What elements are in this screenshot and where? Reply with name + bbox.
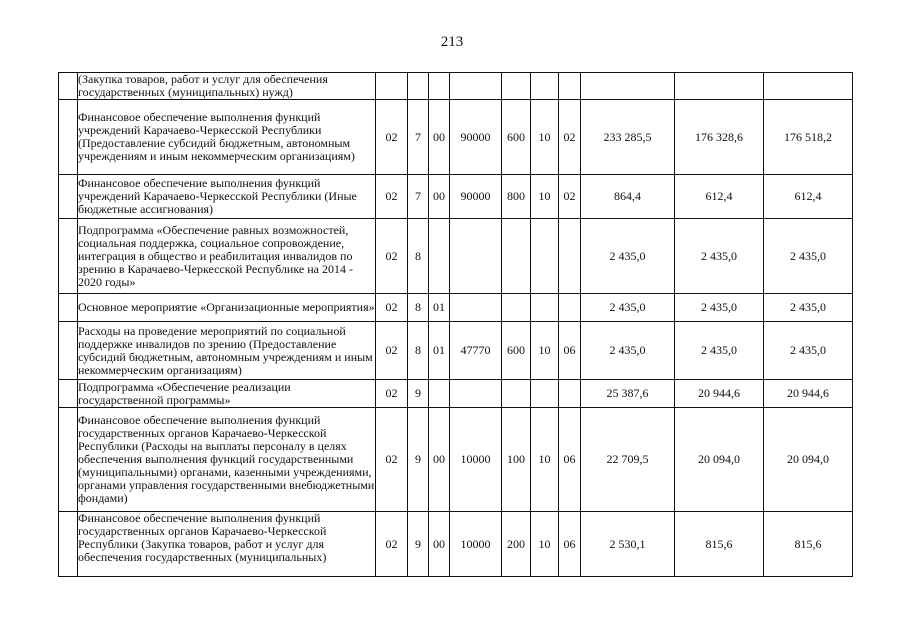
code-cell: 02 (376, 100, 408, 175)
code-cell: 02 (559, 100, 581, 175)
table-row (59, 380, 853, 408)
amount-cell: 2 435,0 (581, 219, 675, 294)
code-cell (450, 294, 502, 322)
code-cell (502, 219, 531, 294)
code-cell: 47770 (450, 322, 502, 380)
amount-cell: 176 328,6 (675, 100, 764, 175)
amount-cell: 815,6 (675, 512, 764, 577)
row-description: Финансовое обеспечение выполнения функций государственных органов Карачаево-Черкесской Республики (Расходы на выплаты персоналу в целях обеспечения выполнения функций государственными (муниципальными) органами, казенными учреждениями, органами управления государственными внебюджетными фондами) (78, 408, 376, 512)
code-cell (559, 73, 581, 100)
page-number: 213 (440, 34, 464, 50)
table-row (59, 73, 853, 100)
code-cell: 10 (531, 100, 559, 175)
code-cell: 9 (408, 408, 429, 512)
code-cell: 90000 (450, 100, 502, 175)
code-cell (502, 380, 531, 408)
blank-cell (59, 408, 78, 512)
code-cell: 8 (408, 294, 429, 322)
code-cell: 01 (429, 294, 450, 322)
code-cell: 06 (559, 408, 581, 512)
code-cell: 8 (408, 322, 429, 380)
code-cell: 02 (376, 175, 408, 219)
code-cell: 10 (531, 408, 559, 512)
code-cell: 06 (559, 322, 581, 380)
amount-cell: 20 944,6 (675, 380, 764, 408)
code-cell (531, 294, 559, 322)
code-cell (429, 219, 450, 294)
code-cell (408, 73, 429, 100)
code-cell: 00 (429, 100, 450, 175)
row-description (78, 512, 376, 577)
code-cell: 00 (429, 175, 450, 219)
code-cell: 9 (408, 512, 429, 577)
code-cell (450, 219, 502, 294)
row-description: Финансовое обеспечение выполнения функций учреждений Карачаево-Черкесской Республики (Иные бюджетные ассигнования) (78, 175, 376, 219)
code-cell: 02 (376, 294, 408, 322)
amount-cell: 815,6 (764, 512, 853, 577)
code-cell (559, 219, 581, 294)
amount-cell: 2 435,0 (675, 219, 764, 294)
row-description: Подпрограмма «Обеспечение равных возможностей, социальная поддержка, социальное сопровождение, интеграция в общество и реабилитация инвалидов по зрению в Карачаево-Черкесской Республике на 2014 - 2020 годы» (78, 219, 376, 294)
code-cell (559, 380, 581, 408)
code-cell: 00 (429, 408, 450, 512)
code-cell: 00 (429, 512, 450, 577)
table-row (59, 512, 853, 577)
blank-cell (59, 294, 78, 322)
row-description: Финансовое обеспечение выполнения функций учреждений Карачаево-Черкесской Республики (Предоставление субсидий бюджетным, автономным учреждениям и иным некоммерческим организациям) (78, 100, 376, 175)
code-cell: 90000 (450, 175, 502, 219)
amount-cell: 2 435,0 (581, 294, 675, 322)
code-cell: 7 (408, 100, 429, 175)
blank-cell (59, 512, 78, 577)
code-cell (559, 294, 581, 322)
code-cell (450, 380, 502, 408)
amount-cell: 20 094,0 (675, 408, 764, 512)
code-cell: 7 (408, 175, 429, 219)
amount-cell: 612,4 (675, 175, 764, 219)
amount-cell: 22 709,5 (581, 408, 675, 512)
amount-cell (675, 73, 764, 100)
row-description: Основное мероприятие «Организационные мероприятия» (78, 294, 376, 322)
amount-cell: 2 435,0 (675, 294, 764, 322)
amount-cell (764, 73, 853, 100)
code-cell: 02 (376, 380, 408, 408)
amount-cell: 612,4 (764, 175, 853, 219)
code-cell: 800 (502, 175, 531, 219)
amount-cell: 2 435,0 (675, 322, 764, 380)
row-description: Подпрограмма «Обеспечение реализации государственной программы» (78, 380, 376, 408)
amount-cell: 2 530,1 (581, 512, 675, 577)
code-cell: 10000 (450, 408, 502, 512)
table-row (59, 322, 853, 380)
amount-cell: 864,4 (581, 175, 675, 219)
blank-cell (59, 322, 78, 380)
code-cell: 02 (376, 219, 408, 294)
amount-cell: 2 435,0 (764, 322, 853, 380)
amount-cell: 176 518,2 (764, 100, 853, 175)
row-description: (Закупка товаров, работ и услуг для обеспечения государственных (муниципальных) нужд) (78, 73, 376, 100)
amount-cell: 20 094,0 (764, 408, 853, 512)
blank-cell (59, 73, 78, 100)
table-row (59, 219, 853, 294)
code-cell: 200 (502, 512, 531, 577)
amount-cell: 2 435,0 (581, 322, 675, 380)
code-cell (429, 380, 450, 408)
code-cell: 06 (559, 512, 581, 577)
blank-cell (59, 219, 78, 294)
code-cell: 02 (376, 512, 408, 577)
amount-cell: 20 944,6 (764, 380, 853, 408)
amount-cell: 2 435,0 (764, 219, 853, 294)
code-cell: 10 (531, 512, 559, 577)
table-row (59, 408, 853, 512)
code-cell: 10 (531, 175, 559, 219)
code-cell: 10000 (450, 512, 502, 577)
code-cell (450, 73, 502, 100)
code-cell: 600 (502, 100, 531, 175)
budget-table (58, 72, 853, 577)
blank-cell (59, 175, 78, 219)
amount-cell (581, 73, 675, 100)
code-cell: 100 (502, 408, 531, 512)
code-cell: 10 (531, 322, 559, 380)
code-cell (531, 73, 559, 100)
code-cell: 8 (408, 219, 429, 294)
row-description-text: Финансовое обеспечение выполнения функций государственных органов Карачаево-Черкесской Республики (Закупка товаров, работ и услуг для обеспечения государственных (муниципальных) (78, 512, 327, 564)
code-cell: 9 (408, 380, 429, 408)
amount-cell: 2 435,0 (764, 294, 853, 322)
code-cell (531, 380, 559, 408)
blank-cell (59, 380, 78, 408)
code-cell: 02 (376, 408, 408, 512)
code-cell (376, 73, 408, 100)
table-row (59, 175, 853, 219)
table-row (59, 100, 853, 175)
code-cell (429, 73, 450, 100)
code-cell (502, 294, 531, 322)
blank-cell (59, 100, 78, 175)
code-cell: 600 (502, 322, 531, 380)
code-cell: 02 (376, 322, 408, 380)
amount-cell: 25 387,6 (581, 380, 675, 408)
amount-cell: 233 285,5 (581, 100, 675, 175)
code-cell (502, 73, 531, 100)
row-description: Расходы на проведение мероприятий по социальной поддержке инвалидов по зрению (Предоставление субсидий бюджетным, автономным учреждениям и иным некоммерческим организациям) (78, 322, 376, 380)
code-cell: 02 (559, 175, 581, 219)
table-row (59, 294, 853, 322)
code-cell: 01 (429, 322, 450, 380)
code-cell (531, 219, 559, 294)
